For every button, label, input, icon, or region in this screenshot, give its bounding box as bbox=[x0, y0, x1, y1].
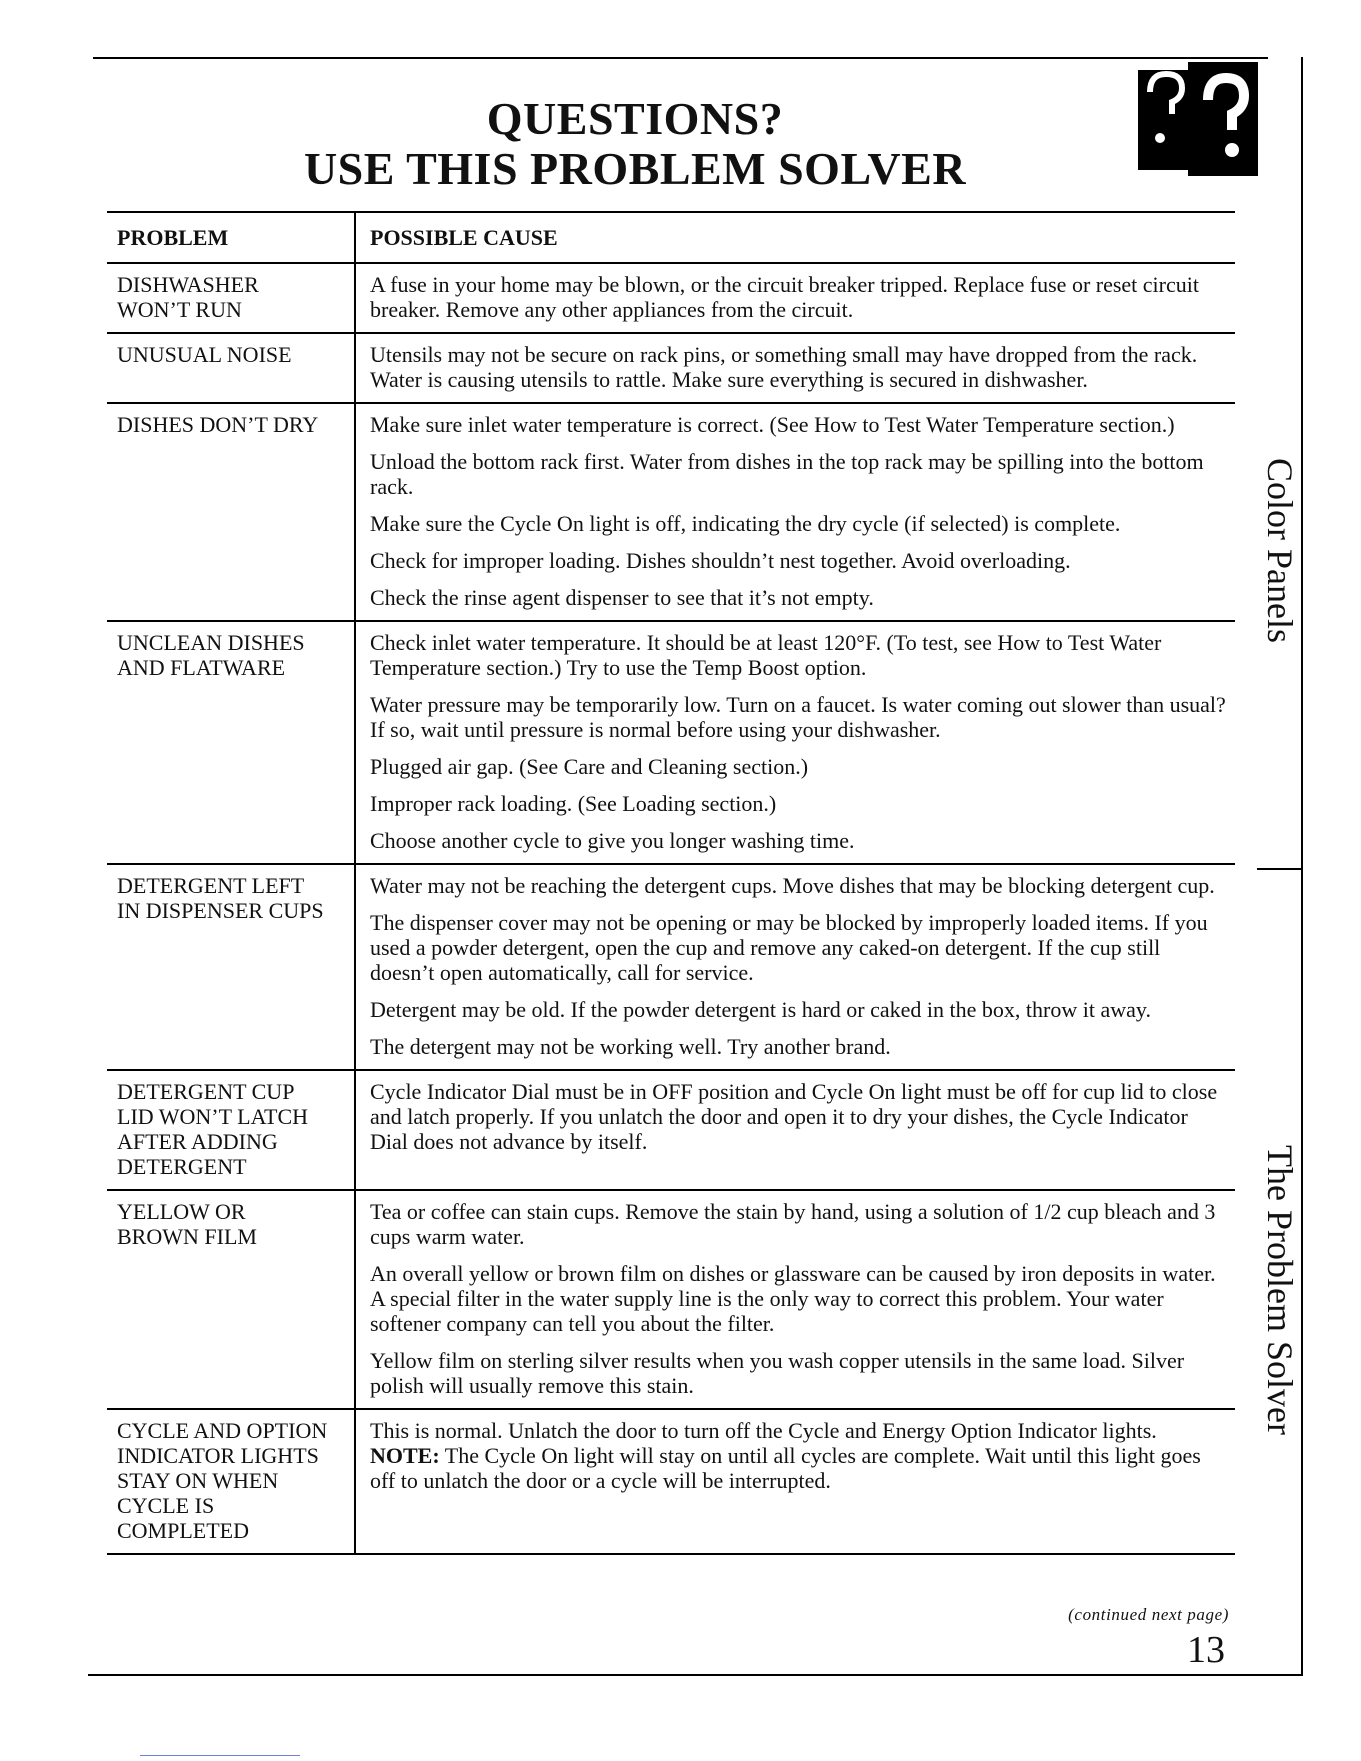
cause-cell bbox=[356, 1071, 1235, 1189]
cause-text: The dispenser cover may not be opening or may be blocked by improperly loaded items. If you used a powder detergent, open the cup and remove any caked-on detergent. If the cup still doesn’t open automatically, call for service. bbox=[370, 910, 1208, 985]
note-label: NOTE: bbox=[370, 1443, 440, 1468]
cause-cell bbox=[356, 865, 1235, 1069]
page-number: 13 bbox=[1187, 1629, 1225, 1671]
cause-text: Check the rinse agent dispenser to see that it’s not empty. bbox=[370, 585, 874, 610]
cause-text: Utensils may not be secure on rack pins, or something small may have dropped from the rack. Water is causing utensils to rattle. Make sure everything is secured in dishwasher. bbox=[370, 342, 1198, 392]
cause-text: Choose another cycle to give you longer washing time. bbox=[370, 828, 855, 853]
cause-cell bbox=[356, 1191, 1235, 1408]
cause-text: This is normal. Unlatch the door to turn off the Cycle and Energy Option Indicator lights. bbox=[370, 1418, 1157, 1443]
page-title bbox=[290, 94, 980, 194]
cause-text: A fuse in your home may be blown, or the circuit breaker tripped. Replace fuse or reset circuit breaker. Remove any other appliances from the circuit. bbox=[370, 272, 1199, 322]
problem-cell: DETERGENT CUP LID WON’T LATCH AFTER ADDING DETERGENT bbox=[107, 1071, 356, 1189]
top-rule bbox=[93, 57, 1268, 59]
title-line-1: QUESTIONS? bbox=[486, 93, 784, 144]
tab-separator bbox=[1257, 868, 1303, 870]
table-row bbox=[107, 404, 1235, 622]
problem-cell: UNUSUAL NOISE bbox=[107, 334, 356, 402]
table-row bbox=[107, 1410, 1235, 1555]
bottom-rule bbox=[88, 1674, 1303, 1676]
cause-cell bbox=[356, 264, 1235, 332]
cause-text: Check for improper loading. Dishes shouldn’t nest together. Avoid overloading. bbox=[370, 548, 1071, 573]
column-header-cause: POSSIBLE CAUSE bbox=[370, 225, 558, 250]
tab-problem-solver-label: The Problem Solver bbox=[1260, 1145, 1300, 1435]
cause-text: Unload the bottom rack first. Water from dishes in the top rack may be spilling into the bottom rack. bbox=[370, 449, 1204, 499]
table-row bbox=[107, 264, 1235, 334]
cause-text: Water may not be reaching the detergent cups. Move dishes that may be blocking detergent cup. bbox=[370, 873, 1215, 898]
continued-note: (continued next page) bbox=[1068, 1605, 1229, 1624]
table-row bbox=[107, 1071, 1235, 1191]
cause-text: Tea or coffee can stain cups. Remove the stain by hand, using a solution of 1/2 cup bleach and 3 cups warm water. bbox=[370, 1199, 1216, 1249]
table-header-row bbox=[107, 211, 1235, 264]
cause-text: Cycle Indicator Dial must be in OFF position and Cycle On light must be off for cup lid to close and latch properly. If you unlatch the door and open it to dry your dishes, the Cycle Indicator Dial does not advance by itself. bbox=[370, 1079, 1218, 1154]
tab-color-panels-label: Color Panels bbox=[1260, 457, 1300, 643]
table-body bbox=[107, 264, 1235, 1555]
table-row bbox=[107, 334, 1235, 404]
title-line-2: USE THIS PROBLEM SOLVER bbox=[303, 143, 967, 194]
cause-text: The detergent may not be working well. Try another brand. bbox=[370, 1034, 891, 1059]
note-body: The Cycle On light will stay on until all cycles are complete. Wait until this light goes off to unlatch the door or a cycle will be interrupted. bbox=[370, 1443, 1201, 1493]
cause-text: Make sure inlet water temperature is correct. (See How to Test Water Temperature section.) bbox=[370, 412, 1175, 437]
cause-cell bbox=[356, 1410, 1235, 1553]
problem-cell: DISHES DON’T DRY bbox=[107, 404, 356, 620]
problem-cell: CYCLE AND OPTION INDICATOR LIGHTS STAY ON WHEN CYCLE IS COMPLETED bbox=[107, 1410, 356, 1553]
problem-solver-table bbox=[107, 211, 1235, 1555]
cause-text: Plugged air gap. (See Care and Cleaning section.) bbox=[370, 754, 809, 779]
note-text bbox=[370, 1443, 1227, 1493]
table-row bbox=[107, 1191, 1235, 1410]
table-row bbox=[107, 865, 1235, 1071]
problem-cell: DISHWASHER WON’T RUN bbox=[107, 264, 356, 332]
cause-text: Improper rack loading. (See Loading section.) bbox=[370, 791, 777, 816]
tab-color-panels[interactable] bbox=[1255, 300, 1305, 800]
question-book-icon bbox=[1138, 62, 1258, 176]
problem-cell: YELLOW OR BROWN FILM bbox=[107, 1191, 356, 1408]
problem-cell: DETERGENT LEFT IN DISPENSER CUPS bbox=[107, 865, 356, 1069]
cause-text: Detergent may be old. If the powder detergent is hard or caked in the box, throw it away. bbox=[370, 997, 1151, 1022]
tab-problem-solver[interactable] bbox=[1255, 1080, 1305, 1500]
cause-text: An overall yellow or brown film on dishes or glassware can be caused by iron deposits in water. A special filter in the water supply line is the only way to correct this problem. Your water softener company can tell you about the filter. bbox=[370, 1261, 1216, 1336]
cause-cell bbox=[356, 404, 1235, 620]
column-header-problem: PROBLEM bbox=[107, 213, 356, 262]
cause-cell bbox=[356, 334, 1235, 402]
cause-text: Check inlet water temperature. It should be at least 120°F. (To test, see How to Test Water Temperature section.) Try to use the Temp Boost option. bbox=[370, 630, 1162, 680]
cause-text: Water pressure may be temporarily low. Turn on a faucet. Is water coming out slower than usual? If so, wait until pressure is normal before using your dishwasher. bbox=[370, 692, 1226, 742]
problem-cell: UNCLEAN DISHES AND FLATWARE bbox=[107, 622, 356, 863]
cause-text: Yellow film on sterling silver results when you wash copper utensils in the same load. Silver polish will usually remove this stain. bbox=[370, 1348, 1185, 1398]
cause-text: Make sure the Cycle On light is off, indicating the dry cycle (if selected) is complete. bbox=[370, 511, 1121, 536]
table-row bbox=[107, 622, 1235, 865]
cause-cell bbox=[356, 622, 1235, 863]
scan-mark bbox=[140, 1755, 300, 1756]
